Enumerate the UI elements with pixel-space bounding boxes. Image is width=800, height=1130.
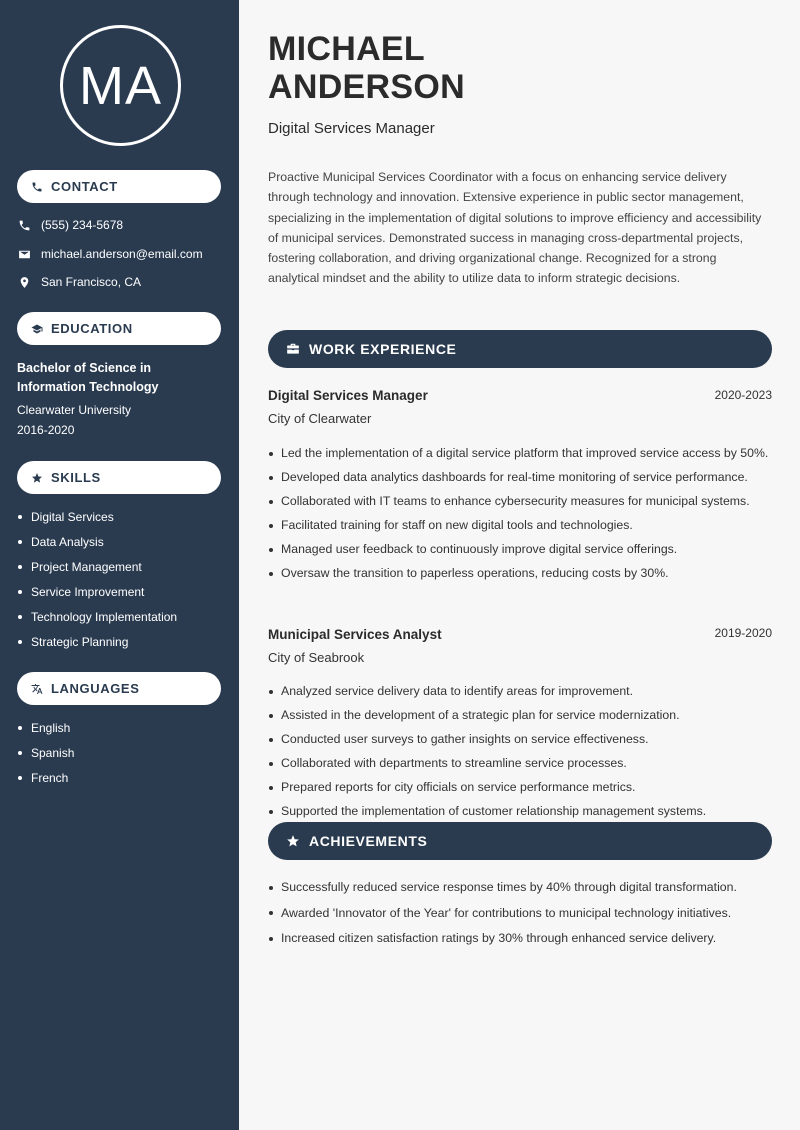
briefcase-icon: [286, 342, 300, 356]
language-item: Spanish: [17, 740, 74, 765]
work-experience-heading-bar: [268, 330, 772, 368]
languages-heading-pill: [17, 672, 221, 705]
star-icon: [286, 834, 300, 848]
education-school: Clearwater University: [17, 403, 132, 417]
contact-phone: (555) 234-5678: [41, 218, 124, 232]
job-organization: City of Clearwater: [268, 411, 372, 426]
contact-heading-pill: [17, 170, 221, 203]
list-item: Managed user feedback to continuously improve digital service offerings.: [268, 540, 772, 559]
envelope-icon: [17, 247, 31, 261]
avatar-initials: MA: [60, 25, 181, 146]
list-item: Collaborated with IT teams to enhance cybersecurity measures for municipal systems.: [268, 492, 772, 511]
name-line1: MICHAEL: [268, 30, 425, 68]
phone-icon: [17, 218, 31, 232]
languages-list: [17, 715, 74, 790]
list-item: Prepared reports for city officials on service performance metrics.: [268, 778, 772, 797]
map-pin-icon: [17, 275, 31, 289]
achievements-heading: ACHIEVEMENTS: [309, 833, 428, 849]
list-item: Collaborated with departments to streamline service processes.: [268, 754, 772, 773]
skill-item: Data Analysis: [17, 529, 177, 554]
list-item: Oversaw the transition to paperless operations, reducing costs by 30%.: [268, 564, 772, 583]
skills-list: [17, 504, 177, 654]
list-item: Facilitated training for staff on new digital tools and technologies.: [268, 516, 772, 535]
skill-item: Digital Services: [17, 504, 177, 529]
skill-item: Strategic Planning: [17, 629, 177, 654]
job-organization: City of Seabrook: [268, 650, 365, 665]
full-name: [268, 30, 465, 106]
list-item: Increased citizen satisfaction ratings by 30% through enhanced service delivery.: [268, 929, 772, 948]
education-heading: EDUCATION: [51, 321, 133, 336]
list-item: Conducted user surveys to gather insights on service effectiveness.: [268, 730, 772, 749]
sidebar: [0, 0, 239, 1130]
contact-heading: CONTACT: [51, 179, 118, 194]
list-item: Awarded 'Innovator of the Year' for contributions to municipal technology initiatives.: [268, 904, 772, 923]
job-title: Municipal Services Analyst: [268, 627, 442, 642]
job-dates: 2020-2023: [714, 388, 772, 402]
languages-heading: LANGUAGES: [51, 681, 140, 696]
list-item: Supported the implementation of customer relationship management systems.: [268, 802, 772, 821]
skill-item: Technology Implementation: [17, 604, 177, 629]
graduation-cap-icon: [31, 323, 43, 335]
job-dates: 2019-2020: [714, 626, 772, 640]
skill-item: Project Management: [17, 554, 177, 579]
achievements-heading-bar: [268, 822, 772, 860]
work-experience-heading: WORK EXPERIENCE: [309, 341, 457, 357]
education-heading-pill: [17, 312, 221, 345]
phone-icon: [31, 181, 43, 193]
star-icon: [31, 472, 43, 484]
job-role: Digital Services Manager: [268, 120, 435, 137]
job-bullets: [268, 682, 772, 827]
list-item: Led the implementation of a digital service platform that improved service access by 50%.: [268, 444, 772, 463]
education-degree: [17, 359, 158, 397]
job-title: Digital Services Manager: [268, 388, 428, 403]
education-degree-line2: Information Technology: [17, 380, 159, 394]
contact-phone-row: [17, 218, 123, 232]
skills-heading-pill: [17, 461, 221, 494]
contact-email-row: [17, 247, 203, 261]
job-bullets: [268, 444, 772, 589]
list-item: Successfully reduced service response times by 40% through digital transformation.: [268, 878, 772, 897]
contact-location: San Francisco, CA: [41, 275, 142, 289]
skills-heading: SKILLS: [51, 470, 101, 485]
achievements-list: [268, 878, 772, 955]
contact-email[interactable]: michael.anderson@email.com: [41, 247, 203, 261]
skill-item: Service Improvement: [17, 579, 177, 604]
list-item: Analyzed service delivery data to identify areas for improvement.: [268, 682, 772, 701]
contact-location-row: [17, 275, 141, 289]
translate-icon: [31, 683, 43, 695]
list-item: Assisted in the development of a strategic plan for service modernization.: [268, 706, 772, 725]
education-degree-line1: Bachelor of Science in: [17, 361, 152, 375]
profile-summary: Proactive Municipal Services Coordinator with a focus on enhancing service delivery through technology and innovation. Extensive experience in public sector management, specializing in the implementation of digital solutions to improve efficiency and accessibility of municipal services. Demonstrated success in managing cross-departmental projects, fostering collaboration, and driving organizational change. Recognized for a strong analytical mindset and the ability to utilize data to inform strategic decisions.: [268, 170, 762, 286]
name-line2: ANDERSON: [268, 68, 465, 106]
language-item: French: [17, 765, 74, 790]
education-years: 2016-2020: [17, 423, 75, 437]
list-item: Developed data analytics dashboards for real-time monitoring of service performance.: [268, 468, 772, 487]
language-item: English: [17, 715, 74, 740]
